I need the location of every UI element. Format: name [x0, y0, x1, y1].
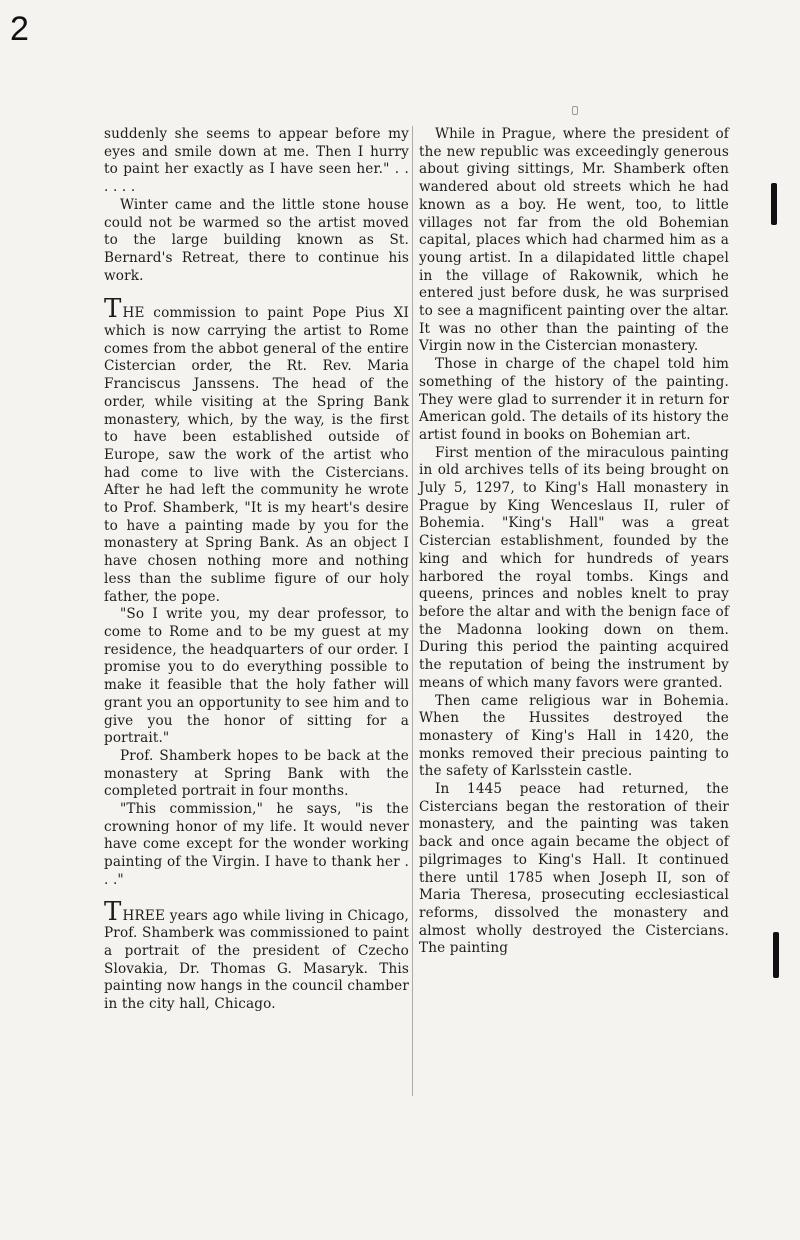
paragraph: First mention of the miraculous painting in old archives tells of its being brought on July 5, 1297, to King's Hall monastery in Prague by King Wenceslaus II, ruler of Bohemia. "King's Hall" was a great Cistercian establishment, founded by the king and which for hundreds of years harbored the royal tombs. Kings and queens, princes and nobles knelt to pray before the altar and with the benign face of the Madonna looking down on them. During this period the painting acquired the reputation of being the instrument by means of which many favors were granted.: [419, 444, 729, 691]
paragraph-text: HE commission to paint Pope Pius XI which is now carrying the artist to Rome comes from the abbot general of the entire Cistercian order, the Rt. Rev. Maria Franciscus Janssens. The head of the order, while visiting at the Spring Bank monastery, which, by the way, is the first to have been established outside of Europe, saw the work of the artist who had come to live with the Cistercians. After he had left the community he wrote to Prof. Shamberk, "It is my heart's desire to have a painting made by you for the monastery at Spring Bank. As an object I have chosen nothing more and nothing less than the sublime figure of our holy father, the pope.: [104, 305, 409, 605]
article-column-right: [419, 126, 729, 958]
section-paragraph: [104, 896, 409, 1014]
paragraph: Winter came and the little stone house could not be warmed so the artist moved to the large building known as St. Bernard's Retreat, there to continue his work.: [104, 196, 409, 284]
article-column-left: [104, 126, 409, 1014]
paragraph-text: HREE years ago while living in Chicago, Prof. Shamberk was commissioned to paint a portrait of the president of Czecho Slovakia, Dr. Thomas G. Masaryk. This painting now hangs in the council chamber in the city hall, Chicago.: [104, 907, 409, 1013]
paragraph: Prof. Shamberk hopes to be back at the monastery at Spring Bank with the completed portrait in four months.: [104, 747, 409, 800]
paragraph: "So I write you, my dear professor, to come to Rome and to be my guest at my residence, the headquarters of our order. I promise you to do everything possible to make it feasible that the holy father will grant you an opportunity to see him and to give you the honor of sitting for a portrait.": [104, 606, 409, 747]
paragraph: suddenly she seems to appear before my eyes and smile down at me. Then I hurry to paint her exactly as I have seen her." . . . . . .: [104, 126, 409, 196]
drop-cap: T: [104, 294, 122, 325]
print-speck: [572, 106, 578, 115]
paragraph: "This commission," he says, "is the crowning honor of my life. It would never have come except for the wonder working painting of the Virgin. I have to thank her . . .": [104, 801, 409, 888]
paragraph: Those in charge of the chapel told him something of the history of the painting. They were glad to surrender it in return for American gold. The details of its history the artist found in books on Bohemian art.: [419, 356, 729, 443]
paragraph: While in Prague, where the president of the new republic was exceedingly generous about giving sittings, Mr. Shamberk often wandered about old streets which he had known as a boy. He went, too, to little villages not far from the old Bohemian capital, places which had charmed him as a young artist. In a dilapidated little chapel in the village of Rakownik, which he entered just before dusk, he was surprised to see a magnificent painting over the altar. It was no other than the painting of the Virgin now in the Cistercian monastery.: [419, 126, 729, 355]
paragraph: In 1445 peace had returned, the Cistercians began the restoration of their monastery, and the painting was taken back and once again became the object of pilgrimages to King's Hall. It continued there until 1785 when Joseph II, son of Maria Theresa, prosecuting ecclesiastical reforms, dissolved the monastery and almost wholly destroyed the Cistercians. The painting: [419, 781, 729, 957]
margin-mark: [773, 932, 779, 978]
paragraph: Then came religious war in Bohemia. When the Hussites destroyed the monastery of King's Hall in 1420, the monks removed their precious painting to the safety of Karlsstein castle.: [419, 692, 729, 780]
drop-cap: T: [104, 896, 122, 927]
section-paragraph: [104, 294, 409, 606]
column-divider: [412, 126, 413, 1096]
page-number: 2: [10, 10, 29, 48]
margin-mark: [771, 183, 777, 225]
